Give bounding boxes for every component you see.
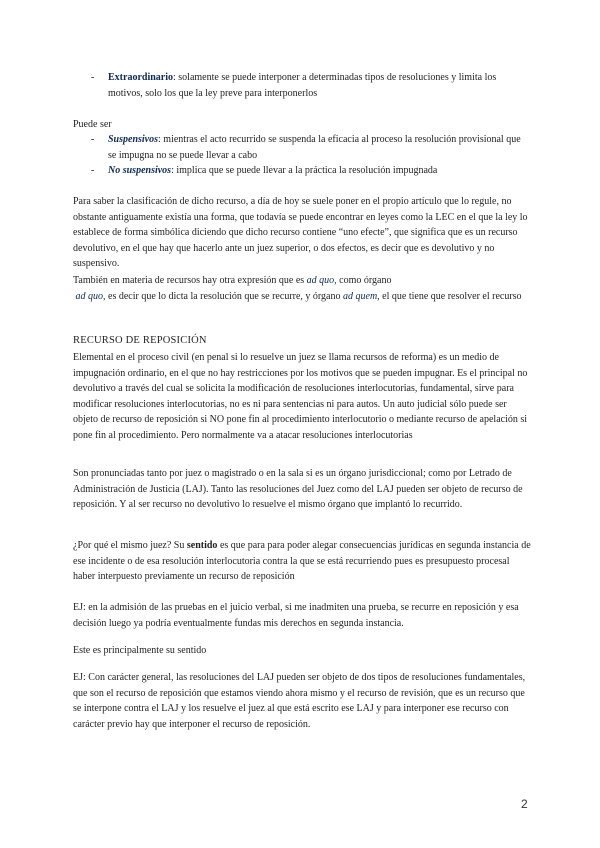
term-ad-quem: ad quem [343,290,378,302]
bullet-dash: - [91,134,95,145]
term-sentido: sentido [186,540,218,551]
bullet-dash: - [91,72,95,83]
paragraph-por-que [73,538,533,585]
text-segment: ¿Por qué el mismo juez? Su [73,540,187,551]
term-extraordinario: Extraordinario [108,72,173,83]
bullet-dash: - [91,165,95,176]
bullet-suspensivos [91,132,531,163]
term-ad-quo: ad quo, [306,275,337,286]
paragraph-pronunciadas: Son pronunciadas tanto por juez o magistrado o en la sala si es un órgano jurisdiccional; como por Letrado de Administración de Justicia (LAJ). Tanto las resoluciones del Juez como del LAJ pueden ser objeto de recurso de reposición. Y al ser recurso no devolutivo lo resuelve el mismo órgano que implantó lo recurrido. [73,468,523,510]
text-segment: También en materia de recursos hay otra expresión que es [73,275,307,286]
bullet-extraordinario [91,70,531,101]
term-ad-quo-2: ad quo [75,290,103,302]
bullet-text: : solamente se puede interponer a determinadas tipos de resoluciones y limita los motivos, solo los que la ley preve para interponerlos [108,72,497,99]
bullet-text: : implica que se puede llevar a la práctica la resolución impugnada [171,165,438,176]
paragraph-elemental: Elemental en el proceso civil (en penal si lo resuelve un juez se llama recursos de reforma) es un medio de impugnación ordinario, en el que no hay restricciones por los motivos que se pueden impugnar. Es el principal no devolutivo a través del cual se solicita la modificación de resoluciones interlocutorias, fundamental, sirve para modificar resoluciones interlocutorias, no es ni para sentencias ni para autos. Un auto judicial sólo puede ser objeto de recurso de reposición si NO pone fin al procedimiento interlocutorio o mediante recurso de apelación si pone fin al procedimiento. Pero normalmente va a atacar resoluciones interlocutorias [73,352,528,441]
paragraph-ej-1: EJ: en la admisión de las pruebas en el juicio verbal, si me inadmiten una prueba, se recurre en reposición y esa decisión luego ya podría eventualmente fundas mis derechos en segunda instancia. [73,602,519,629]
text-segment: es que para para poder alegar consecuencias jurídicas en segunda instancia de ese incidente o de esa resolución interlocutoria contra la que se está recurriendo pues es presupuesto procesal haber interpuesto previamente un recurso de reposición [73,540,531,582]
paragraph-ad-quo [73,273,533,304]
page-number: 2 [521,797,528,811]
text-segment: , es decir que lo dicta la resolución que se recurre, y órgano [103,290,343,302]
term-suspensivos: Suspensivos [108,134,159,145]
paragraph-clasificacion: Para saber la clasificación de dicho recurso, a día de hoy se suele poner en el propio artículo que lo regule, no obstante antiguamente existía una forma, que todavía se puede encontrar en leyes como la LEC en el que la ley lo establece de forma simbólica diciendo que dicho recurso contiene “uno efecte”, que significa que es un recurso devolutivo, en el que hay que hacerlo ante un juez superior, o dos efectos, es decir que es devolutivo y no suspensivo. [73,196,528,269]
paragraph-principal: Este es principalmente su sentido [73,645,207,656]
section-heading: RECURSO DE REPOSICIÓN [73,335,207,346]
term-no-suspensivos: No suspensivos [108,165,172,176]
text-segment: , el que tiene que resolver el recurso [377,290,522,302]
bullet-no-suspensivos [91,163,531,179]
paragraph-ej-2: EJ: Con carácter general, las resoluciones del LAJ pueden ser objeto de dos tipos de resoluciones fundamentales, que son el recurso de reposición que estamos viendo ahora mismo y el recurso de revisión, que es un recurso que se interpone contra el LAJ y los resuelve el juez al que está escrito ese LAJ y para interponer ese recurso con carácter previo hay que interponer el recurso de reposición. [73,672,526,730]
puede-ser-label: Puede ser [73,119,112,130]
text-segment: como órgano [336,275,392,286]
bullet-text: : mientras el acto recurrido se suspenda la eficacia al proceso la resolución provisional que se impugna no se puede llevar a cabo [108,134,521,161]
